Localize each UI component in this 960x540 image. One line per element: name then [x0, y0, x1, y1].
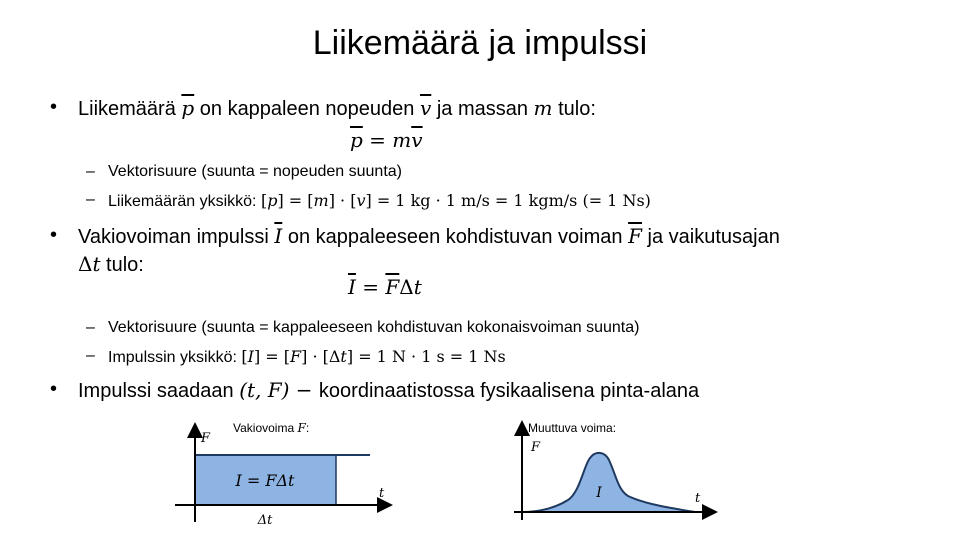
math: v — [356, 191, 366, 210]
eq-v: $\overline{v}$ — [411, 128, 423, 152]
text: tulo: — [100, 254, 144, 276]
x-axis-label: t — [379, 486, 385, 501]
text: Vakiovoima — [233, 421, 298, 435]
area-label: I — [596, 485, 602, 501]
dt-label: Δt — [257, 513, 273, 528]
math: ] = 1 N · 1 s = 1 Ns — [346, 347, 506, 366]
text: Impulssin yksikkö: — [108, 349, 242, 366]
sub-bullet-vector-1 — [86, 163, 402, 181]
text: Vektorisuure (suunta = kappaleeseen kohdistuvan kokonaisvoiman suunta) — [108, 319, 640, 336]
x-axis-label: t — [695, 491, 701, 506]
math: [ — [241, 347, 248, 366]
text: ja vaikutusajan — [641, 226, 780, 248]
sub-bullet-unit-impulse — [86, 347, 506, 367]
eq-sign: = — [362, 128, 393, 152]
math: ] · [ — [328, 191, 357, 210]
math: t — [92, 252, 101, 276]
text: Impulssi saadaan — [78, 380, 240, 402]
text: on kappaleen nopeuden — [194, 98, 420, 120]
graph-constant-force — [170, 420, 395, 535]
symbol-F: $\overline{F}$ — [628, 224, 642, 248]
eq-F: $\overline{F}$ — [385, 275, 400, 299]
math: F — [297, 421, 306, 435]
dash: – — [86, 319, 95, 336]
text: : — [305, 421, 310, 435]
graph2-caption: Muuttuva voima: — [528, 421, 617, 435]
math: [ — [260, 191, 268, 210]
sub-bullet-vector-2 — [86, 319, 640, 337]
math: ] = [ — [277, 191, 314, 210]
text: Liikemäärän yksikkö: — [108, 193, 261, 210]
math: m — [313, 191, 329, 210]
area-label: I = FΔt — [235, 471, 295, 490]
bullet-impulse-line2 — [78, 252, 144, 277]
sub-bullet-unit-momentum — [86, 191, 651, 211]
bullet-dot: • — [50, 378, 58, 400]
eq-delta: Δ — [399, 275, 414, 299]
graph-varying-force — [510, 420, 720, 530]
text: koordinaatistossa fysikaalisena pinta-alana — [318, 380, 700, 402]
text: Liikemäärä — [78, 98, 182, 120]
impulse-curve-area — [522, 453, 695, 512]
symbol-p: $\overline{p}$ — [181, 96, 195, 120]
dash: – — [86, 163, 95, 180]
symbol-v: $\overline{v}$ — [419, 96, 432, 120]
bullet-momentum — [50, 96, 596, 121]
eq-sign: = — [355, 275, 386, 299]
text: on kappaleeseen kohdistuvan voiman — [282, 226, 629, 248]
math: Δ — [78, 252, 93, 276]
bullet-impulse — [50, 224, 780, 249]
equation-momentum — [350, 128, 423, 152]
symbol-I: $\overline{I}$ — [274, 224, 283, 248]
math: ] = 1 kg · 1 m/s = 1 kgm/s (= 1 Ns) — [365, 191, 651, 210]
equation-impulse — [348, 275, 422, 299]
y-axis-label: F — [201, 431, 211, 446]
bullet-area — [50, 378, 700, 403]
math: I — [247, 347, 254, 366]
dash: – — [86, 347, 95, 364]
text: Vakiovoiman impulssi — [78, 226, 275, 248]
text: ja massan — [431, 98, 534, 120]
y-axis-label: F — [531, 440, 541, 455]
math: ] · [Δ — [301, 347, 341, 366]
slide-title: Liikemäärä ja impulssi — [312, 24, 648, 62]
eq-m: m — [392, 128, 412, 152]
math: t — [340, 347, 347, 366]
text: Vektorisuure (suunta = nopeuden suunta) — [108, 163, 402, 180]
dash: – — [86, 191, 95, 208]
eq-I: $\overline{I}$ — [348, 275, 356, 299]
math: ] = [ — [253, 347, 291, 366]
symbol-m: m — [533, 96, 553, 120]
bullet-dot: • — [50, 96, 58, 118]
math: p — [267, 191, 278, 210]
eq-t: t — [413, 275, 422, 299]
math: F — [290, 347, 302, 366]
text: tulo: — [552, 98, 596, 120]
eq-p: $\overline{p}$ — [350, 128, 363, 152]
bullet-dot: • — [50, 224, 58, 246]
math: (t, F) − — [239, 378, 319, 402]
